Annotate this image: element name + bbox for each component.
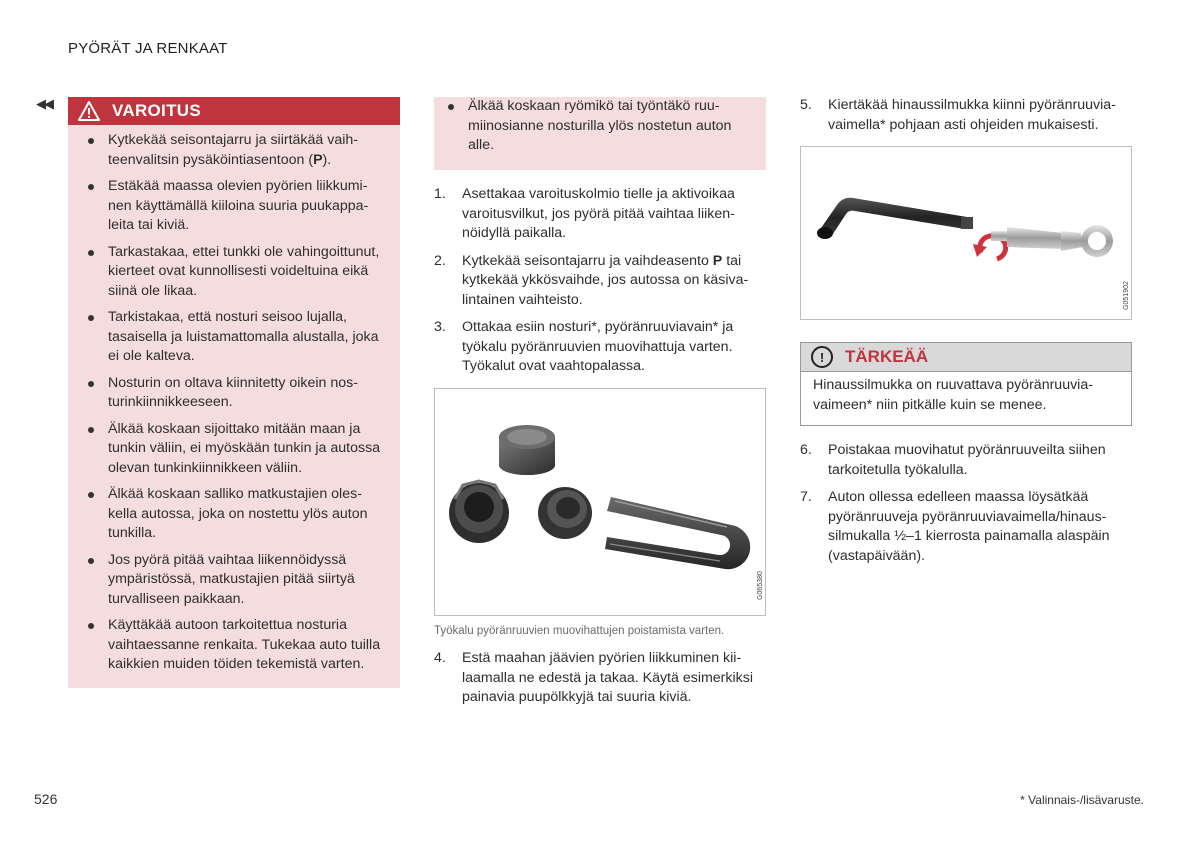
figure-caption: Työkalu pyöränruuvien muovihattujen poistamista varten. (434, 625, 725, 637)
step-item (800, 441, 1132, 480)
steps-group-1 (434, 185, 766, 385)
figure-code: G065380 (757, 571, 765, 600)
page-header: PYÖRÄT JA RENKAAT (68, 40, 228, 57)
towing-eye-illustration (800, 146, 1132, 320)
step-item (434, 252, 766, 311)
footnote: * Valinnais-/lisävaruste. (1020, 793, 1144, 807)
step-text: Asettakaa varoituskolmio tielle ja aktivoikaa varoitusvilkut, jos pyörä pitää vaihtaa liikennöidyllä paikalla. (462, 186, 735, 241)
step-list (434, 649, 766, 708)
step-item (800, 96, 1132, 135)
step-number: 1. (434, 186, 446, 202)
warning-box (68, 97, 400, 688)
warning-box-continued (434, 97, 766, 170)
warning-item: Jos pyörä pitää vaihtaa liikennöidyssä ympäristössä, matkustajien pitää siirtyä turvalliseen paikkaan. (88, 551, 386, 610)
step-number: 6. (800, 442, 812, 458)
steps-group-4 (800, 441, 1132, 574)
step-number: 7. (800, 489, 812, 505)
step-list (800, 441, 1132, 566)
important-title: TÄRKEÄÄ (845, 347, 929, 366)
step-text: Estä maahan jäävien pyörien liikkuminen kiilaamalla ne edestä ja takaa. Käytä esimerkiksi painavia puupölkkyjä tai suuria kiviä. (462, 650, 753, 705)
important-header (801, 343, 1131, 372)
steps-group-2 (434, 649, 766, 716)
wrench-and-towing-eye-image (801, 147, 1131, 319)
step-list (800, 96, 1132, 135)
steps-group-3 (800, 96, 1132, 143)
wheel-bolt-cap-tool-image (435, 389, 765, 615)
warning-item: Nosturin on oltava kiinnitetty oikein nosturinkiinnikkeeseen. (88, 374, 386, 413)
warning-item: Älkää koskaan ryömikö tai työntäkö ruumiinosianne nosturilla ylös nostetun auton alle. (448, 97, 752, 156)
step-text: Auton ollessa edelleen maassa löysätkää pyöränruuveja pyöränruuviavaimella/hinaussilmukalla ½–1 kierrosta painamalla alaspäin (vastapäivään). (828, 489, 1110, 564)
tool-illustration (434, 388, 766, 616)
step-text: Kiertäkää hinaussilmukka kiinni pyöränruuviavaimella* pohjaan asti ohjeiden mukaisesti. (828, 97, 1116, 133)
warning-item: Älkää koskaan sijoittako mitään maan ja tunkin väliin, ei myöskään tunkin ja autossa olevan tunkinkiinnikkeen väliin. (88, 420, 386, 479)
warning-item: Käyttäkää autoon tarkoitettua nosturia vaihtaessanne renkaita. Tukekaa auto tuilla kaikkien muiden töiden tekemistä varten. (88, 616, 386, 675)
exclamation-circle-icon: ! (811, 346, 833, 368)
step-item (434, 318, 766, 377)
warning-list-continued (434, 97, 766, 156)
warning-item: Kytkekää seisontajarru ja siirtäkää vaihteenvalitsin pysäköintiasentoon (P). (88, 131, 386, 170)
step-list (434, 185, 766, 377)
warning-triangle-icon (78, 101, 100, 121)
warning-item: Estäkää maassa olevien pyörien liikkuminen käyttämällä kiiloina suuria puukappaleita tai kiviä. (88, 177, 386, 236)
step-number: 4. (434, 650, 446, 666)
important-text: Hinaussilmukka on ruuvattava pyöränruuviavaimeen* niin pitkälle kuin se menee. (813, 377, 1093, 413)
warning-item: Tarkastakaa, ettei tunkki ole vahingoittunut, kierteet ovat kunnollisesti voideltuina eikä siinä ole likaa. (88, 243, 386, 302)
warning-item: Älkää koskaan salliko matkustajien oleskella autossa, joka on nostettu ylös auton tunkilla. (88, 485, 386, 544)
step-item (434, 649, 766, 708)
step-item (800, 488, 1132, 566)
step-item (434, 185, 766, 244)
warning-item: Tarkistakaa, että nosturi seisoo lujalla, tasaisella ja luistamattomalla alustalla, joka ei ole kalteva. (88, 308, 386, 367)
step-number: 2. (434, 252, 446, 269)
step-text: Ottakaa esiin nosturi*, pyöränruuviavain* ja työkalu pyöränruuvien muovihattuja varten. Työkalut ovat vaahtopalassa. (462, 319, 734, 374)
continued-from-previous-icon: ◀◀ (36, 96, 52, 111)
page-number: 526 (34, 791, 58, 807)
warning-title: VAROITUS (112, 101, 201, 120)
step-number: 3. (434, 319, 446, 335)
step-text: Kytkekää seisontajarru ja vaihdeasento P tai kytkekää ykkösvaihde, jos autossa on käsivalintainen vaihteisto. (462, 252, 749, 308)
figure-code: G051902 (1123, 281, 1131, 310)
warning-header (68, 97, 400, 125)
important-box (800, 342, 1132, 426)
step-text: Poistakaa muovihatut pyöränruuveilta siihen tarkoitetulla työkalulla. (828, 442, 1106, 478)
warning-list (68, 125, 400, 675)
step-number: 5. (800, 97, 812, 113)
